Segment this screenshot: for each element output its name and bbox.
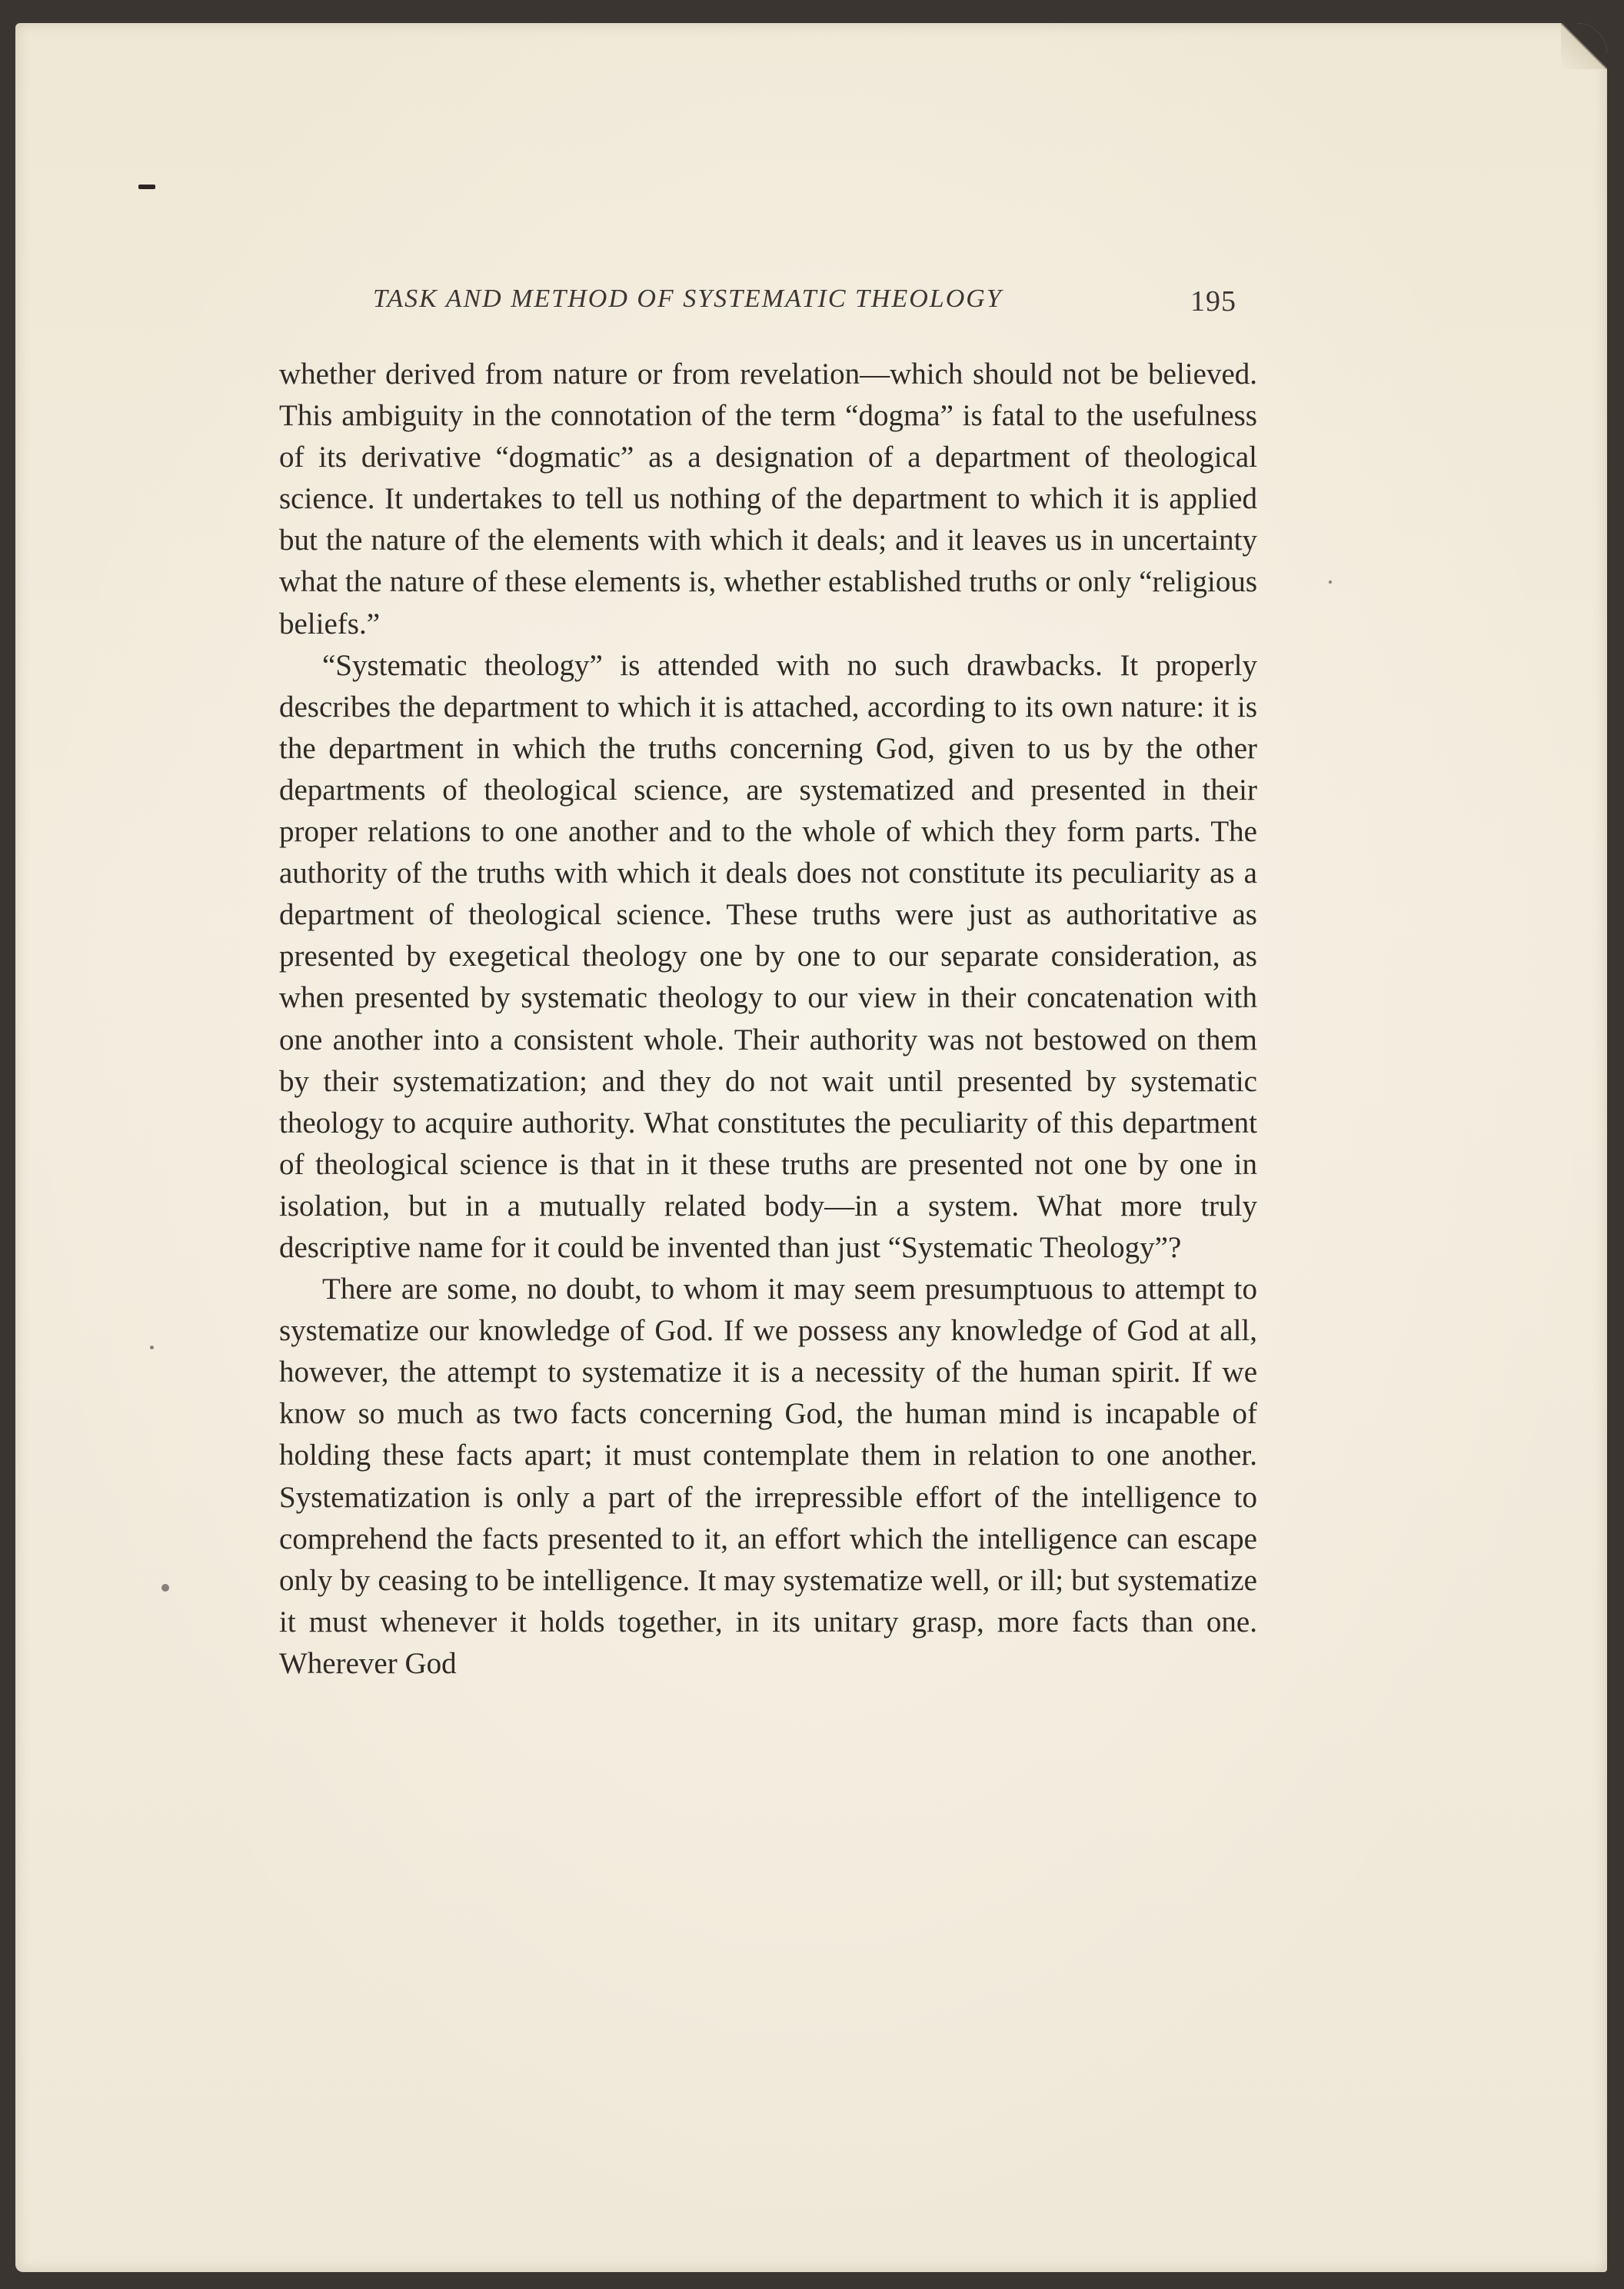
- body-text: [279, 354, 1257, 1685]
- book-page: [15, 23, 1607, 2272]
- running-title: TASK AND METHOD OF SYSTEMATIC THEOLOGY: [373, 284, 1003, 313]
- paragraph-2: “Systematic theology” is attended with no such drawbacks. It properly describes the department to which it is attached, according to its own nature: it is the department in which the truths concerning God, given to us by the other departments of theological science, are systematized and presented in their proper relations to one another and to the whole of which they form parts. The authority of the truths with which it deals does not constitute its peculiarity as a department of theological science. These truths were just as authoritative as presented by exegetical theology one by one to our separate consideration, as when presented by systematic theology to our view in their concatenation with one another into a consistent whole. Their authority was not bestowed on them by their systematization; and they do not wait until presented by systematic theology to acquire authority. What constitutes the peculiarity of this department of theological science is that in it these truths are presented not one by one in isolation, but in a mutually related body—in a system. What more truly descriptive name for it could be invented than just “Systematic Theology”?: [279, 648, 1257, 1264]
- ink-margin-mark: [138, 185, 155, 189]
- paragraph-3: There are some, no doubt, to whom it may seem presumptuous to attempt to systematize our knowledge of God. If we possess any knowledge of God at all, however, the attempt to systematize it is a necessity of the human spirit. If we know so much as two facts concerning God, the human mind is incapable of holding these facts apart; it must contemplate them in relation to one another. Systematization is only a part of the irrepressible effort of the intelligence to comprehend the facts presented to it, an effort which the intelligence can escape only by ceasing to be intelligence. It may systematize well, or ill; but systematize it must whenever it holds together, in its unitary grasp, more facts than one. Wherever God: [279, 1273, 1257, 1680]
- paper-speck: [1329, 581, 1332, 584]
- paper-speck: [161, 1584, 169, 1592]
- page-number: 195: [1190, 285, 1236, 318]
- paper-speck: [150, 1346, 154, 1349]
- worn-page-corner: [1561, 23, 1607, 69]
- paragraph-1: whether derived from nature or from revelation—which should not be believed. This ambiguity in the connotation of the term “dogma” is fatal to the usefulness of its derivative “dogmatic” as a designation of a department of theological science. It undertakes to tell us nothing of the department to which it is applied but the nature of the elements with which it deals; and it leaves us in uncertainty what the nature of these elements is, whether established truths or only “religious beliefs.”: [279, 358, 1257, 640]
- page-header: [15, 277, 1607, 323]
